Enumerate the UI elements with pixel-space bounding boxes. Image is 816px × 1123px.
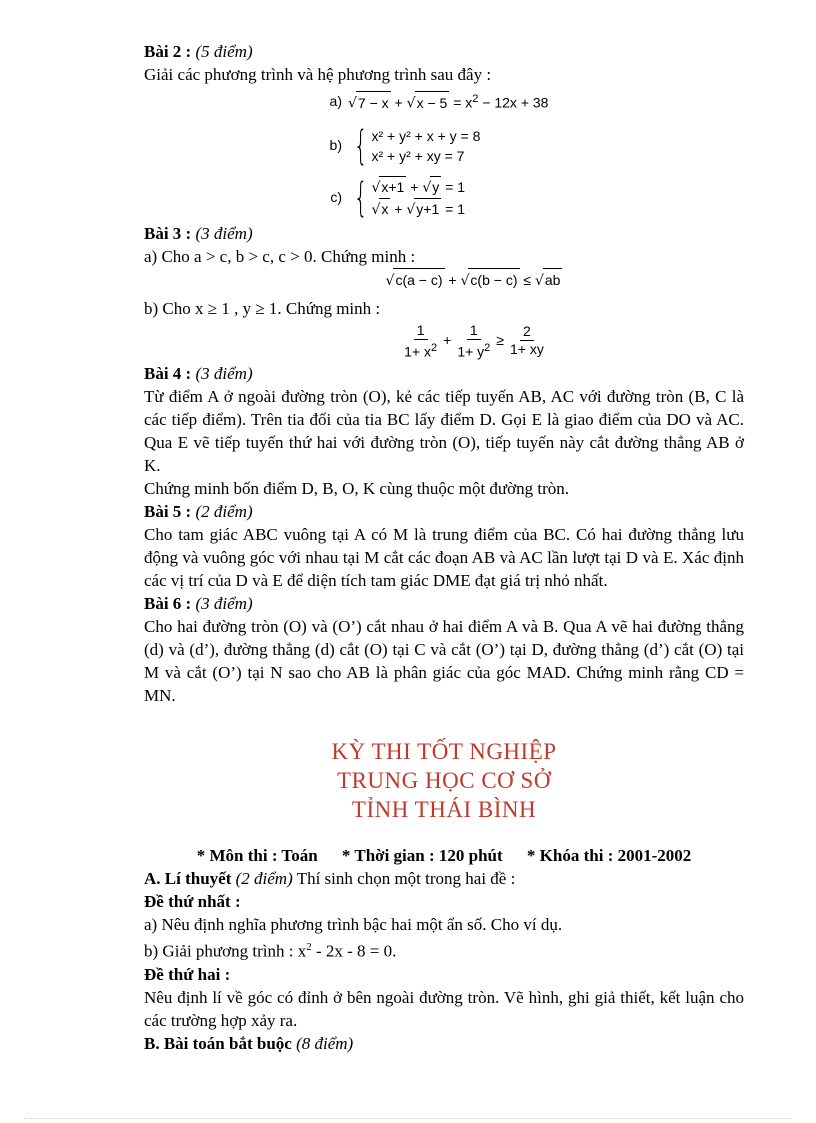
exam-year: * Khóa thi : 2001-2002	[526, 846, 692, 866]
bai3-a-formula: √c(a − c) + √c(b − c) ≤ √ab	[204, 268, 744, 293]
bai2-b-eq2: x² + y² + xy = 7	[371, 147, 465, 164]
exam-time: * Thời gian : 120 phút	[341, 846, 503, 866]
bai2-c-system	[348, 176, 465, 220]
bai2-eq-b	[312, 122, 744, 169]
bai2-a-label: a)	[329, 93, 342, 110]
exam-heading	[144, 737, 744, 824]
bai5-text: Cho tam giác ABC vuông tại A có M là trung điểm của BC. Có hai đường thẳng lưu động và vuông góc với nhau tại M cắt các đoạn AB và AC lần lượt tại D và E. Xác định các vị trí của D và E để diện tích tam giác DME đạt giá trị nhỏ nhất.	[144, 525, 744, 591]
bai2-b-system	[348, 122, 481, 169]
de1-b-prefix: b) Giải phương trình : x	[144, 941, 307, 961]
bai4-heading	[144, 362, 744, 385]
bai6-title: Bài 6 :	[144, 594, 192, 614]
partA-heading	[144, 867, 744, 890]
bai5-heading	[144, 500, 744, 523]
de1-b-sup: 2	[306, 941, 312, 954]
brace-icon: {	[353, 122, 368, 169]
document-page	[144, 40, 744, 1055]
bai6-points: (3 điểm)	[195, 594, 253, 614]
bai4-text2: Chứng minh bốn điểm D, B, O, K cùng thuộc một đường tròn.	[144, 479, 570, 499]
bai3-title: Bài 3 :	[144, 223, 192, 243]
bai3-heading	[144, 222, 744, 245]
bai2-c-eq2: √x + √y+1 = 1	[371, 198, 465, 220]
exam-heading-line3: TỈNH THÁI BÌNH	[351, 797, 537, 823]
bai3-b-formula: $\frac{1}{1+ x^2}$ + $\frac{1}{1+ y^2}$ ≥ $\frac{2}{1+ xy}$	[404, 321, 544, 360]
bai4-text: Từ điểm A ở ngoài đường tròn (O), kẻ các tiếp tuyến AB, AC với đường tròn (B, C là các tiếp điểm). Trên tia đối của tia BC lấy điểm D. Gọi E là giao điểm của DO và AC. Qua E vẽ tiếp tuyến thứ hai với đường tròn (O), tiếp tuyến này cắt đường thẳng AB ở K.	[144, 387, 744, 476]
bai5-points: (2 điểm)	[195, 502, 253, 522]
brace-icon: {	[353, 174, 368, 221]
partA-points: (2 điểm)	[235, 869, 293, 889]
exam-heading-line1: KỲ THI TỐT NGHIỆP	[331, 739, 557, 765]
bai2-c-eq1: √x+1 + √y = 1	[371, 176, 465, 198]
bai2-heading	[144, 40, 744, 63]
exam-meta	[144, 844, 744, 867]
page-bottom-divider	[24, 1118, 792, 1119]
exam-subject: * Môn thi : Toán	[196, 846, 318, 866]
bai6-text: Cho hai đường tròn (O) và (O’) cắt nhau ở hai điểm A và B. Qua A vẽ hai đường thẳng (d) và (d’), đường thẳng (d) cắt (O) tại C và cắt (O’) tại D, đường thẳng (d’) cắt (O) tại M và cắt (O’) tại N sao cho AB là phân giác của góc MAD. Chứng minh rằng CD = MN.	[144, 617, 744, 706]
exam-heading-line2: TRUNG HỌC CƠ SỞ	[337, 768, 551, 794]
de1-b	[144, 936, 744, 963]
bai5-title: Bài 5 :	[144, 502, 192, 522]
bai2-points: (5 điểm)	[195, 42, 253, 61]
partB-points: (8 điểm)	[296, 1033, 354, 1053]
partB-heading	[144, 1032, 744, 1055]
bai2-c-label: c)	[330, 189, 342, 206]
bai4-points: (3 điểm)	[195, 364, 253, 384]
bai2-title: Bài 2 :	[144, 42, 192, 61]
bai2-eq-a	[312, 88, 744, 116]
bai2-a-formula: $√7 - x + √x - 5 = x^2 - 12x + 38$	[348, 88, 548, 116]
bai4-title: Bài 4 :	[144, 364, 192, 384]
de1-title: Đề thứ nhất :	[144, 892, 241, 912]
bai2-intro: Giải các phương trình và hệ phương trình sau đây :	[144, 65, 492, 84]
de2-title: Đề thứ hai :	[144, 964, 231, 984]
bai2-b-label: b)	[329, 137, 342, 154]
partA-intro: Thí sinh chọn một trong hai đề :	[296, 869, 516, 889]
partA-title: A. Lí thuyết	[144, 869, 232, 889]
bai2-eq-c	[312, 176, 744, 220]
bai2-b-eq1: x² + y² + x + y = 8	[371, 127, 481, 144]
bai6-heading	[144, 592, 744, 615]
de2-text: Nêu định lí về góc có đỉnh ở bên ngoài đường tròn. Vẽ hình, ghi giả thiết, kết luận cho các trường hợp xảy ra.	[144, 987, 744, 1030]
bai3-points: (3 điểm)	[195, 223, 253, 243]
de1-a: a) Nêu định nghĩa phương trình bậc hai một ẩn số. Cho ví dụ.	[144, 915, 563, 935]
bai3-b-text: b) Cho x ≥ 1 , y ≥ 1. Chứng minh :	[144, 298, 381, 318]
bai3-a-text: a) Cho a > c, b > c, c > 0. Chứng minh :	[144, 246, 416, 266]
partB-title: B. Bài toán bắt buộc	[144, 1033, 292, 1053]
de1-b-suffix: - 2x - 8 = 0.	[311, 941, 397, 961]
